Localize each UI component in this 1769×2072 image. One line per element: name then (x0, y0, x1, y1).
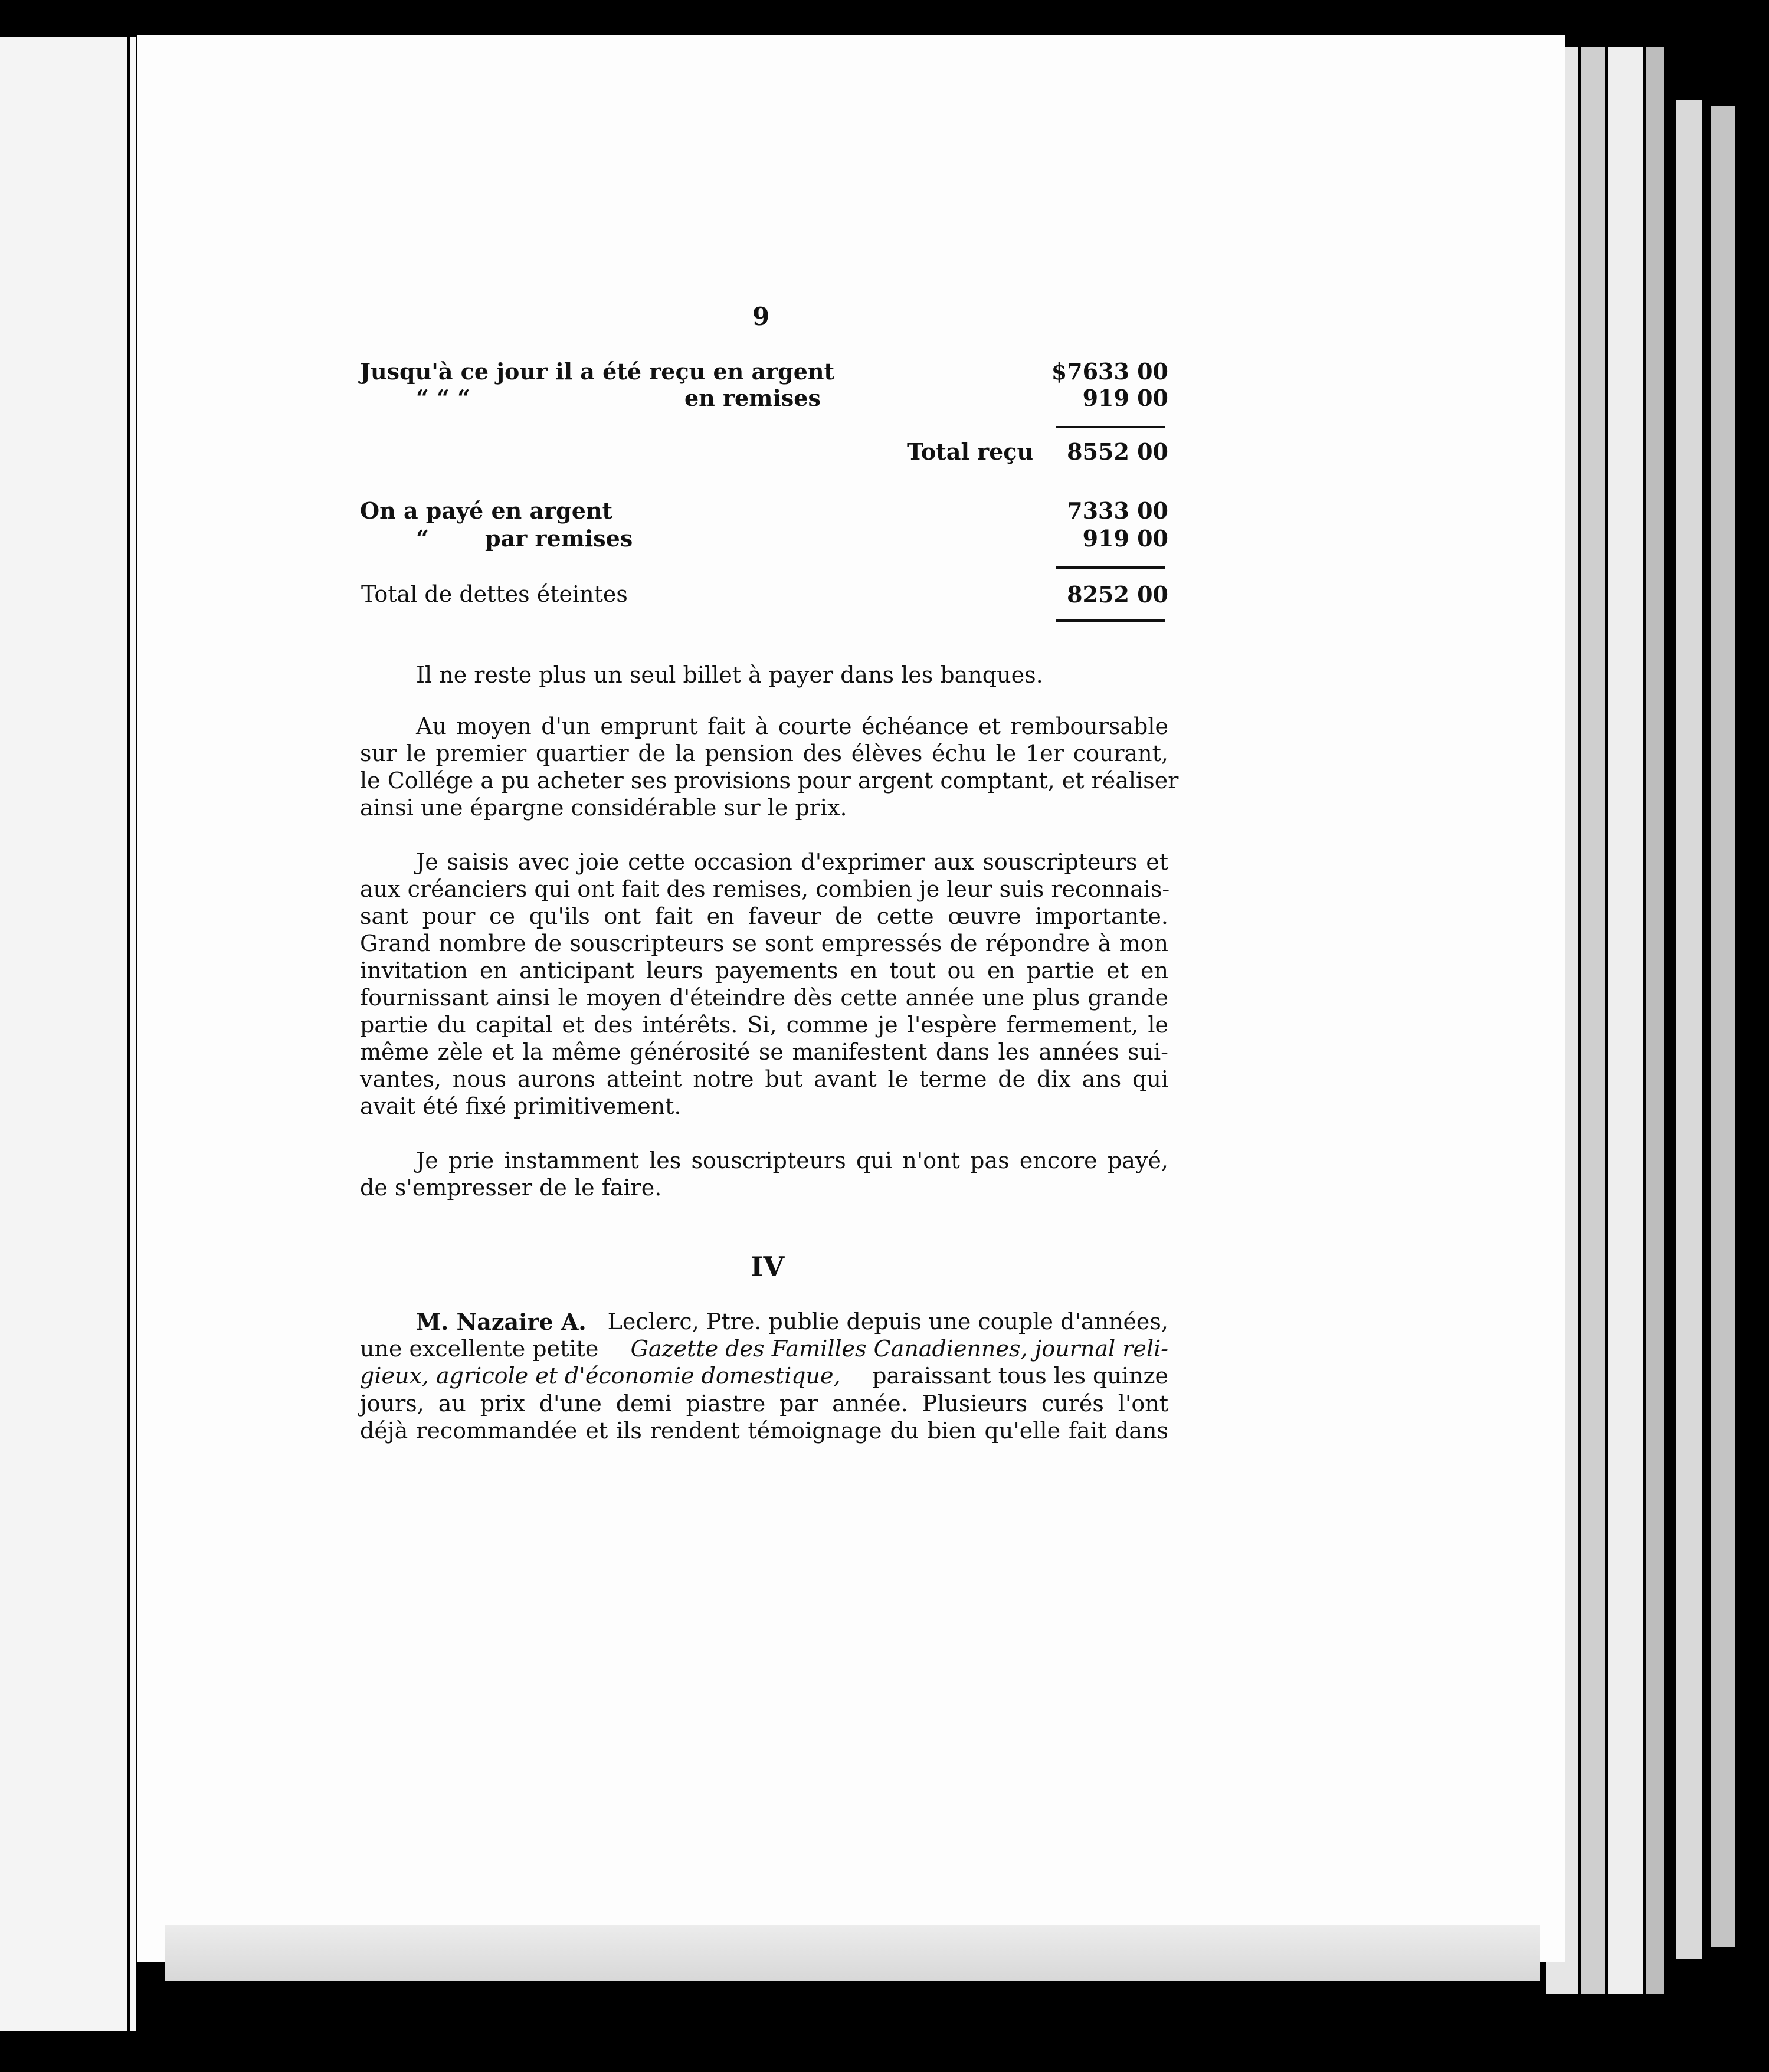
section-iv-line3-text: paraissant tous les quinze (872, 1363, 1168, 1389)
payments-row2-ditto: “ (416, 525, 429, 552)
paragraph-loan-line: Au moyen d'un emprunt fait à courte échéance et remboursable (416, 713, 1168, 739)
paragraph-thanks-line: aux créanciers qui ont fait des remises, combien je leur suis reconnais- (360, 876, 1170, 902)
page-number: 9 (752, 302, 770, 331)
left-page-strip (0, 37, 127, 2031)
paragraph-thanks-line: avait été fixé primitivement. (360, 1093, 682, 1119)
page-edge (1581, 47, 1605, 1994)
page-bottom-edge (165, 1925, 1540, 1981)
left-page-edge (130, 37, 136, 2031)
paragraph-loan-line: ainsi une épargne considérable sur le prix. (360, 795, 847, 821)
section-iv-gazette-title: Gazette des Familles Canadiennes, journal reli- (630, 1336, 1168, 1362)
receipts-row2-ditto: “ “ “ (416, 385, 471, 411)
section-heading: IV (751, 1251, 785, 1283)
paragraph-thanks-line: même zèle et la même générosité se manifestent dans les années sui- (360, 1039, 1168, 1065)
payments-row1-amount: 7333 00 (1067, 497, 1168, 524)
section-iv-line4: jours, au prix d'une demi piastre par année. Plusieurs curés l'ont (360, 1391, 1168, 1417)
page-edge (1608, 47, 1643, 1994)
paragraph-request-line: de s'empresser de le faire. (360, 1175, 662, 1201)
paragraph-loan-line: sur le premier quartier de la pension des élèves échu le 1er courant, (360, 740, 1168, 766)
section-iv-line1-text: Leclerc, Ptre. publie depuis une couple d'années, (607, 1309, 1168, 1335)
paragraph-banks: Il ne reste plus un seul billet à payer dans les banques. (416, 662, 1043, 688)
receipts-row2-label: en remises (684, 385, 821, 411)
page-edge (1646, 47, 1664, 1994)
section-iv-line2 (360, 1336, 1168, 1362)
paragraph-thanks-line: partie du capital et des intérêts. Si, comme je l'espère fermement, le (360, 1012, 1168, 1038)
receipts-row1-label: Jusqu'à ce jour il a été reçu en argent (360, 358, 835, 385)
receipts-row2-amount: 919 00 (1082, 385, 1168, 411)
payments-total-amount: 8252 00 (1067, 581, 1168, 608)
paragraph-thanks-line: Je saisis avec joie cette occasion d'exprimer aux souscripteurs et (416, 849, 1168, 875)
paragraph-thanks-line: invitation en anticipant leurs payements en tout ou en partie et en (360, 958, 1168, 983)
payments-row1-label: On a payé en argent (360, 497, 613, 524)
paragraph-thanks-line: vantes, nous aurons atteint notre but avant le terme de dix ans qui (360, 1066, 1168, 1092)
section-iv-gazette-title-cont: gieux, agricole et d'économie domestique, (360, 1363, 841, 1389)
receipts-total-label: Total reçu (907, 438, 1034, 465)
payments-row2-amount: 919 00 (1082, 525, 1168, 552)
payments-row2-label: par remises (485, 525, 633, 552)
page-edge (1711, 106, 1735, 1947)
section-iv-line3 (360, 1363, 1168, 1389)
section-iv-author-name: M. Nazaire A. (416, 1309, 587, 1335)
paragraph-thanks-line: Grand nombre de souscripteurs se sont empressés de répondre à mon (360, 930, 1168, 956)
paragraph-request-line: Je prie instamment les souscripteurs qui n'ont pas encore payé, (416, 1148, 1168, 1173)
section-iv-line1 (416, 1309, 1168, 1335)
paragraph-loan-line: le Collége a pu acheter ses provisions pour argent comptant, et réaliser (360, 768, 1179, 794)
page-edge (1676, 100, 1702, 1959)
paragraph-thanks-line: fournissant ainsi le moyen d'éteindre dès cette année une plus grande (360, 985, 1168, 1011)
receipts-row1-amount: $7633 00 (1051, 358, 1168, 385)
receipts-total-amount: 8552 00 (1067, 438, 1168, 465)
payments-total-label: Total de dettes éteintes (361, 581, 628, 607)
section-iv-line5: déjà recommandée et ils rendent témoignage du bien qu'elle fait dans (360, 1418, 1168, 1444)
section-iv-line2-text: une excellente petite (360, 1336, 599, 1362)
payments-sum-rule (1056, 566, 1165, 569)
payments-final-rule (1056, 619, 1165, 622)
receipts-sum-rule (1056, 426, 1165, 428)
paragraph-thanks-line: sant pour ce qu'ils ont fait en faveur de cette œuvre importante. (360, 903, 1168, 929)
